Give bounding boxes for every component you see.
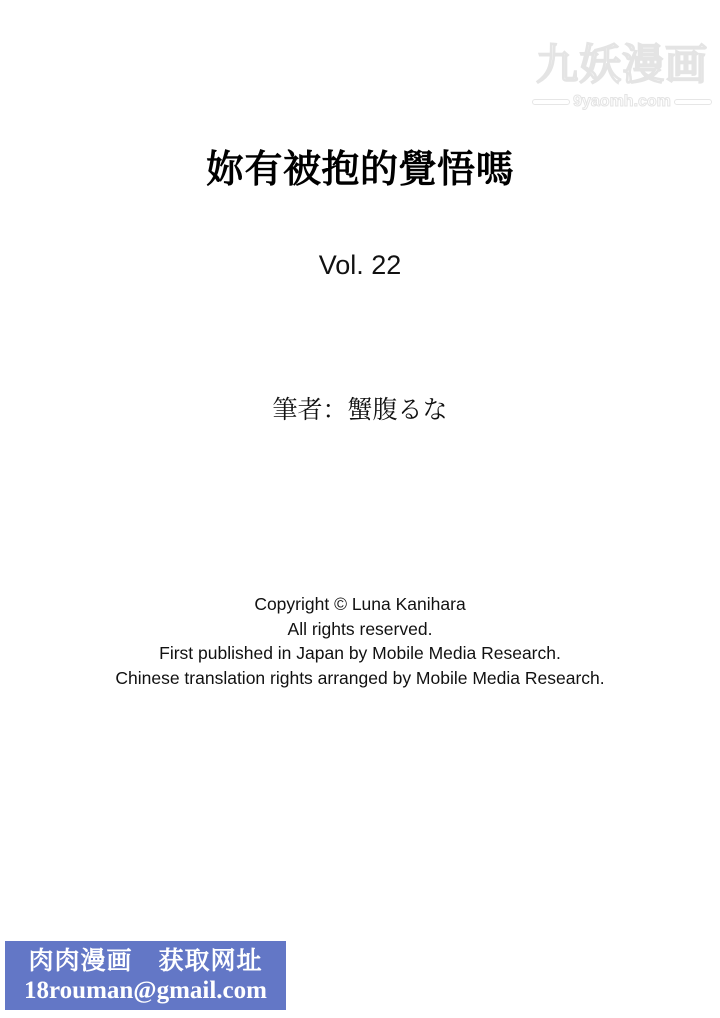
watermark-brand-text: 九妖漫画: [535, 41, 708, 88]
copyright-line-4: Chinese translation rights arranged by Mobile Media Research.: [115, 667, 605, 688]
copyright-line-3: First published in Japan by Mobile Media Research.: [159, 643, 561, 663]
volume-label: Vol. 22: [318, 250, 402, 280]
footer-badge-title: 肉肉漫画 获取网址: [28, 947, 263, 975]
watermark-domain-row: [532, 93, 712, 111]
footer-badge: [5, 941, 286, 1010]
footer-badge-email: 18rouman@gmail.com: [24, 977, 267, 1004]
watermark-dash-right: [674, 99, 712, 105]
copyright-block: [0, 592, 720, 690]
copyright-line-1: Copyright © Luna Kanihara: [254, 594, 466, 614]
series-title: 妳有被抱的覺悟嗎: [205, 149, 514, 191]
site-watermark: [532, 41, 712, 111]
author-line: 筆者：蟹腹るな: [272, 396, 448, 424]
copyright-line-2: All rights reserved.: [287, 618, 433, 639]
watermark-domain-text: 9yaomh.com: [573, 93, 671, 110]
watermark-dash-left: [532, 99, 570, 105]
